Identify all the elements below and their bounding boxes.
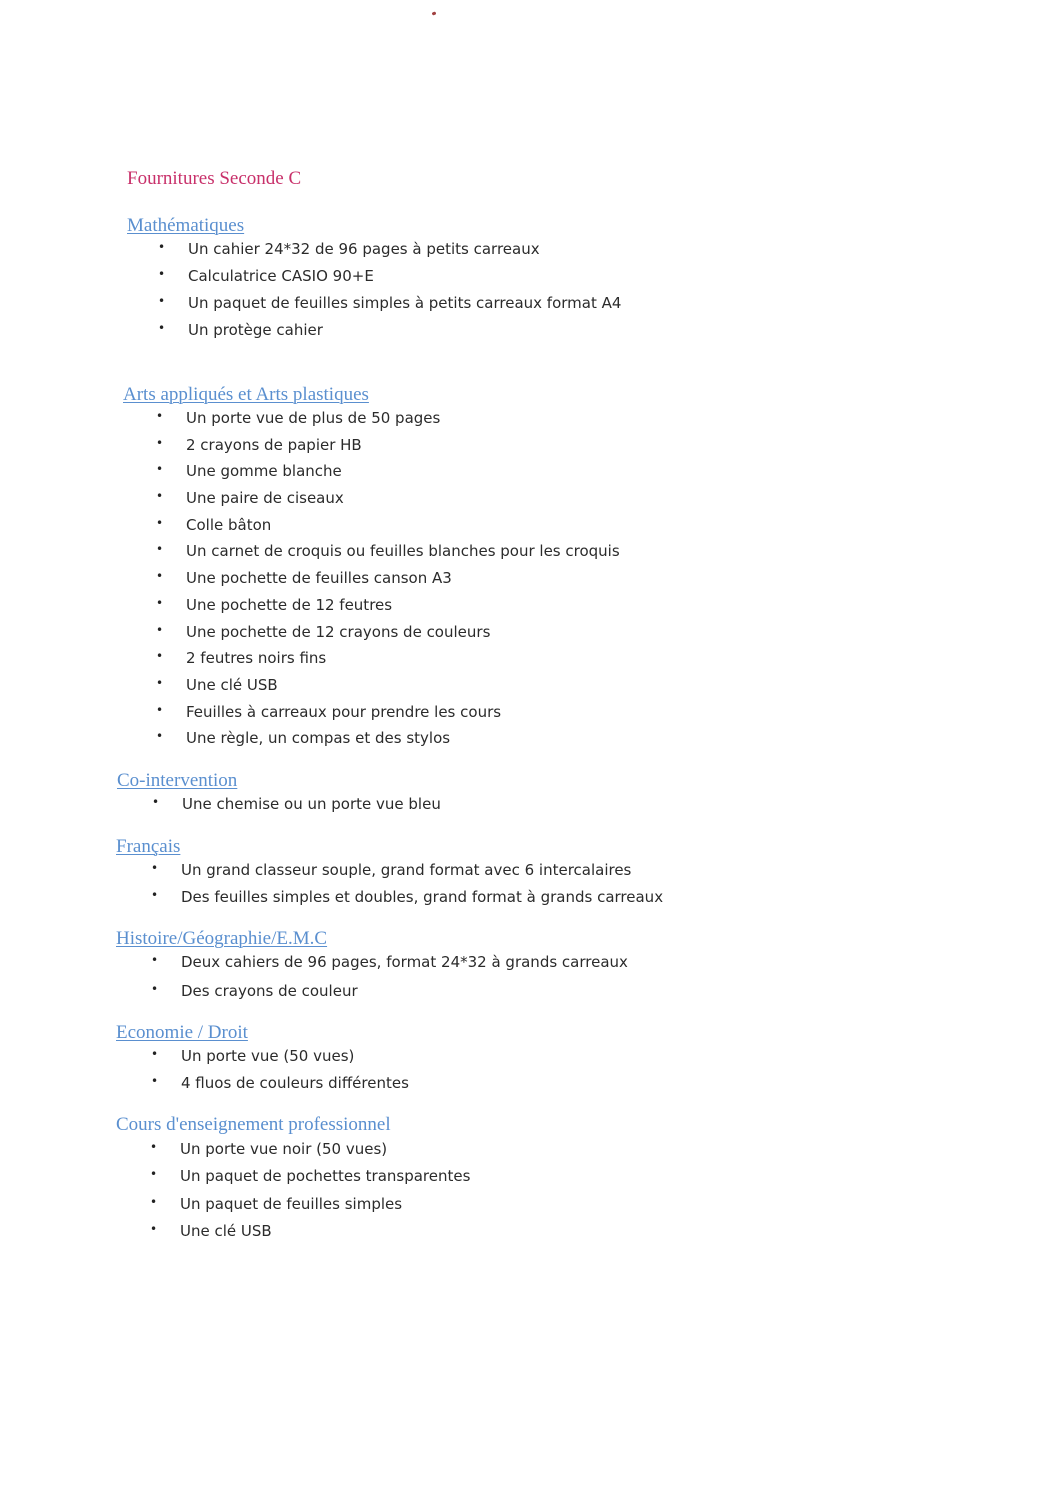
supply-list-mathematiques <box>158 240 621 348</box>
list-item: • Une pochette de 12 crayons de couleurs <box>156 622 491 641</box>
bullet-icon: • <box>156 702 164 717</box>
bullet-icon: • <box>150 1221 158 1236</box>
supply-list-francais <box>151 861 663 915</box>
section-heading-mathematiques: Mathématiques <box>127 215 245 236</box>
list-item: • Deux cahiers de 96 pages, format 24*32 à grands carreaux <box>151 953 628 971</box>
list-item: • 2 crayons de papier HB <box>156 435 362 454</box>
list-item: • Un paquet de feuilles simples à petits carreaux format A4 <box>158 294 622 312</box>
bullet-icon: • <box>158 267 166 281</box>
list-item: • Une gomme blanche <box>156 462 342 481</box>
scan-speck <box>432 11 437 15</box>
list-item: • Une pochette de feuilles canson A3 <box>156 569 452 588</box>
bullet-icon: • <box>156 462 164 477</box>
bullet-icon: • <box>151 953 159 967</box>
bullet-icon: • <box>158 294 166 308</box>
list-item: • 2 feutres noirs fins <box>156 649 327 668</box>
section-heading-economie-droit: Economie / Droit <box>116 1022 248 1043</box>
bullet-icon: • <box>156 569 164 584</box>
list-item: • Un porte vue (50 vues) <box>151 1047 355 1065</box>
list-item: • Une chemise ou un porte vue bleu <box>152 795 441 813</box>
bullet-icon: • <box>156 489 164 504</box>
list-item: • Un cahier 24*32 de 96 pages à petits carreaux <box>158 240 540 258</box>
supply-list-histoire-geographie <box>151 953 628 1011</box>
list-item: • Un porte vue noir (50 vues) <box>150 1140 388 1158</box>
list-item: • Une pochette de 12 feutres <box>156 595 393 614</box>
list-item: • Un porte vue de plus de 50 pages <box>156 409 441 427</box>
list-item: • Une clé USB <box>150 1221 272 1240</box>
list-item: • Un protège cahier <box>158 321 323 339</box>
bullet-icon: • <box>156 622 164 637</box>
section-heading-enseignement-professionnel: Cours d'enseignement professionnel <box>116 1114 391 1135</box>
list-item: • Des feuilles simples et doubles, grand format à grands carreaux <box>151 888 664 906</box>
bullet-icon: • <box>156 729 164 744</box>
list-item: • 4 fluos de couleurs différentes <box>151 1074 409 1092</box>
list-item: • Colle bâton <box>156 515 272 534</box>
list-item: • Des crayons de couleur <box>151 982 358 1000</box>
bullet-icon: • <box>150 1167 158 1182</box>
bullet-icon: • <box>156 409 164 423</box>
list-item: • Un grand classeur souple, grand format avec 6 intercalaires <box>151 861 632 879</box>
list-item: • Un carnet de croquis ou feuilles blanches pour les croquis <box>156 542 620 561</box>
section-heading-francais: Français <box>116 836 181 857</box>
document-title: Fournitures Seconde C <box>127 168 302 189</box>
section-heading-histoire-geographie: Histoire/Géographie/E.M.C <box>116 928 328 949</box>
bullet-icon: • <box>151 1074 159 1088</box>
list-item: • Calculatrice CASIO 90+E <box>158 267 374 285</box>
supply-list-enseignement-professionnel <box>150 1140 470 1249</box>
bullet-icon: • <box>150 1140 158 1154</box>
list-item: • Une clé USB <box>156 675 278 694</box>
list-item: • Un paquet de pochettes transparentes <box>150 1167 471 1186</box>
bullet-icon: • <box>156 649 164 664</box>
bullet-icon: • <box>156 595 164 610</box>
bullet-icon: • <box>151 982 159 996</box>
list-item: • Feuilles à carreaux pour prendre les cours <box>156 702 502 721</box>
bullet-icon: • <box>158 240 166 254</box>
bullet-icon: • <box>156 675 164 690</box>
section-heading-co-intervention: Co-intervention <box>117 770 238 791</box>
list-item: • Un paquet de feuilles simples <box>150 1194 403 1213</box>
bullet-icon: • <box>156 515 164 530</box>
list-item: • Une règle, un compas et des stylos <box>156 729 451 748</box>
bullet-icon: • <box>150 1194 158 1209</box>
bullet-icon: • <box>156 435 164 450</box>
bullet-icon: • <box>158 321 166 335</box>
supply-list-economie-droit <box>151 1047 409 1101</box>
bullet-icon: • <box>156 542 164 557</box>
bullet-icon: • <box>151 861 159 875</box>
bullet-icon: • <box>151 888 159 902</box>
list-item: • Une paire de ciseaux <box>156 489 344 508</box>
bullet-icon: • <box>152 795 160 809</box>
section-heading-arts: Arts appliqués et Arts plastiques <box>123 384 369 405</box>
bullet-icon: • <box>151 1047 159 1061</box>
supply-list-co-intervention <box>152 795 441 822</box>
supply-list-arts <box>156 409 620 756</box>
